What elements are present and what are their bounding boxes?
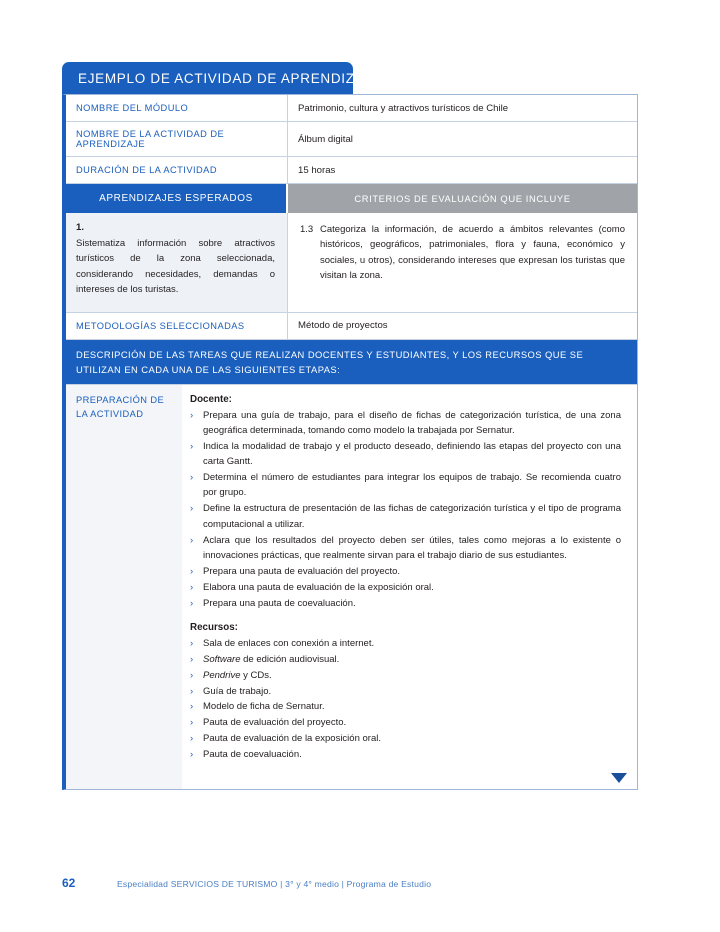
list-item [190, 439, 621, 470]
tasks-content [182, 385, 637, 789]
chevron-right-icon: › [190, 409, 194, 421]
header-criterios-evaluacion: CRITERIOS DE EVALUACIÓN QUE INCLUYE [288, 184, 637, 213]
list-item [190, 668, 621, 683]
list-item-text: Sala de enlaces con conexión a internet. [203, 637, 375, 649]
table-row [66, 122, 637, 157]
chevron-right-icon: › [190, 565, 194, 577]
page-number: 62 [62, 876, 76, 890]
dual-column-header [66, 184, 637, 213]
description-band: DESCRIPCIÓN DE LAS TAREAS QUE REALIZAN DOCENTES Y ESTUDIANTES, Y LOS RECURSOS QUE SE UTILIZAN EN CADA UNA DE LAS SIGUIENTES ETAPAS: [66, 340, 637, 385]
dual-column-body [66, 213, 637, 313]
list-item-text: Elabora una pauta de evaluación de la exposición oral. [203, 581, 434, 593]
list-item [190, 636, 621, 651]
list-item-text: Prepara una pauta de coevaluación. [203, 597, 356, 609]
criterio-item [300, 222, 625, 284]
table-row [66, 313, 637, 340]
chevron-right-icon: › [190, 597, 194, 609]
row-label-duracion: DURACIÓN DE LA ACTIVIDAD [66, 157, 288, 183]
teacher-heading: Docente: [190, 393, 232, 405]
row-value-metodologias: Método de proyectos [298, 320, 388, 331]
list-item-text: Software de edición audiovisual. [203, 653, 340, 665]
list-item [190, 580, 621, 595]
activity-table [62, 94, 638, 790]
chevron-right-icon: › [190, 749, 194, 761]
list-item-text: Determina el número de estudiantes para integrar los equipos de trabajo. Se recomienda cuatro por grupo. [203, 472, 621, 499]
list-item [190, 564, 621, 579]
row-label-actividad: NOMBRE DE LA ACTIVIDAD DE APRENDIZAJE [66, 122, 288, 156]
chevron-right-icon: › [190, 733, 194, 745]
teacher-task-list [190, 408, 621, 611]
list-item-text: Indica la modalidad de trabajo y el producto deseado, definiendo las etapas del proyecto con una carta Gantt. [203, 440, 621, 468]
activity-sheet [62, 62, 638, 790]
tasks-section [66, 385, 637, 789]
chevron-right-icon: › [190, 581, 194, 593]
chevron-right-icon: › [190, 440, 194, 452]
criterio-code: 1.3 [300, 224, 314, 235]
row-value-modulo: Patrimonio, cultura y atractivos turísticos de Chile [298, 102, 509, 114]
list-item-text: Pauta de evaluación del proyecto. [203, 717, 347, 729]
list-item-text: Pauta de coevaluación. [203, 749, 302, 761]
chevron-right-icon: › [190, 534, 194, 546]
chevron-right-icon: › [190, 503, 194, 515]
aprendizaje-esperado-cell [66, 213, 288, 312]
list-item [190, 652, 621, 667]
list-item [190, 747, 621, 762]
page-title-tab [62, 62, 382, 94]
list-item [190, 501, 621, 532]
continuation-arrow-icon [611, 773, 627, 783]
list-item-text: Pauta de evaluación de la exposición oral. [203, 733, 381, 745]
table-row [66, 157, 637, 184]
header-aprendizajes-esperados: APRENDIZAJES ESPERADOS [66, 184, 288, 213]
criterio-evaluacion-cell [288, 213, 637, 312]
table-row [66, 95, 637, 122]
list-item-text: Aclara que los resultados del proyecto deben ser útiles, tales como mejoras a lo existente o innovaciones prácticas, que realmente sirvan para el trabajo diario de sus estudiantes. [203, 534, 621, 561]
stage-label: PREPARACIÓN DE LA ACTIVIDAD [66, 385, 182, 789]
chevron-right-icon: › [190, 701, 194, 713]
list-item [190, 684, 621, 699]
criterio-text: Categoriza la información, de acuerdo a ámbitos relevantes (como históricos, geográficos, patrimoniales, flora y fauna, económico y sociales, u otros), considerando intereses que expresan los turistas que visitan la zona. [320, 224, 625, 282]
row-label-metodologias: METODOLOGÍAS SELECCIONADAS [66, 313, 288, 339]
list-item [190, 699, 621, 714]
list-item-text: Guía de trabajo. [203, 685, 272, 697]
list-item [190, 533, 621, 564]
resources-heading: Recursos: [190, 621, 238, 633]
row-value-actividad: Álbum digital [298, 133, 353, 145]
aprendizaje-text: Sistematiza información sobre atractivos turísticos de la zona seleccionada, considerando necesidades, demandas o intereses de los turistas. [76, 238, 275, 296]
list-item [190, 596, 621, 611]
list-item-text: Define la estructura de presentación de las fichas de categorización turística y el tipo de programa computacional a utilizar. [203, 503, 621, 530]
chevron-right-icon: › [190, 717, 194, 729]
page-title: EJEMPLO DE ACTIVIDAD DE APRENDIZAJE [78, 70, 382, 86]
list-item [190, 470, 621, 501]
list-item-text: Modelo de ficha de Sernatur. [203, 701, 325, 713]
chevron-right-icon: › [190, 637, 194, 649]
chevron-right-icon: › [190, 653, 194, 665]
row-label-modulo: NOMBRE DEL MÓDULO [66, 95, 288, 121]
footer-text: Especialidad SERVICIOS DE TURISMO | 3° y 4° medio | Programa de Estudio [117, 879, 432, 889]
list-item [190, 715, 621, 730]
list-item-text: Pendrive y CDs. [203, 669, 272, 681]
chevron-right-icon: › [190, 669, 194, 681]
row-value-duracion: 15 horas [298, 164, 336, 176]
list-item [190, 731, 621, 746]
list-item-text: Prepara una guía de trabajo, para el diseño de fichas de categorización turística, de una zona geográfica determinada, tomando como modelo la trabajada por Sernatur. [203, 409, 621, 436]
aprendizaje-number: 1. [76, 222, 85, 233]
list-item [190, 408, 621, 439]
list-item-text: Prepara una pauta de evaluación del proyecto. [203, 565, 400, 577]
chevron-right-icon: › [190, 472, 194, 484]
page-footer [62, 876, 431, 890]
resources-list [190, 636, 621, 763]
chevron-right-icon: › [190, 685, 194, 697]
